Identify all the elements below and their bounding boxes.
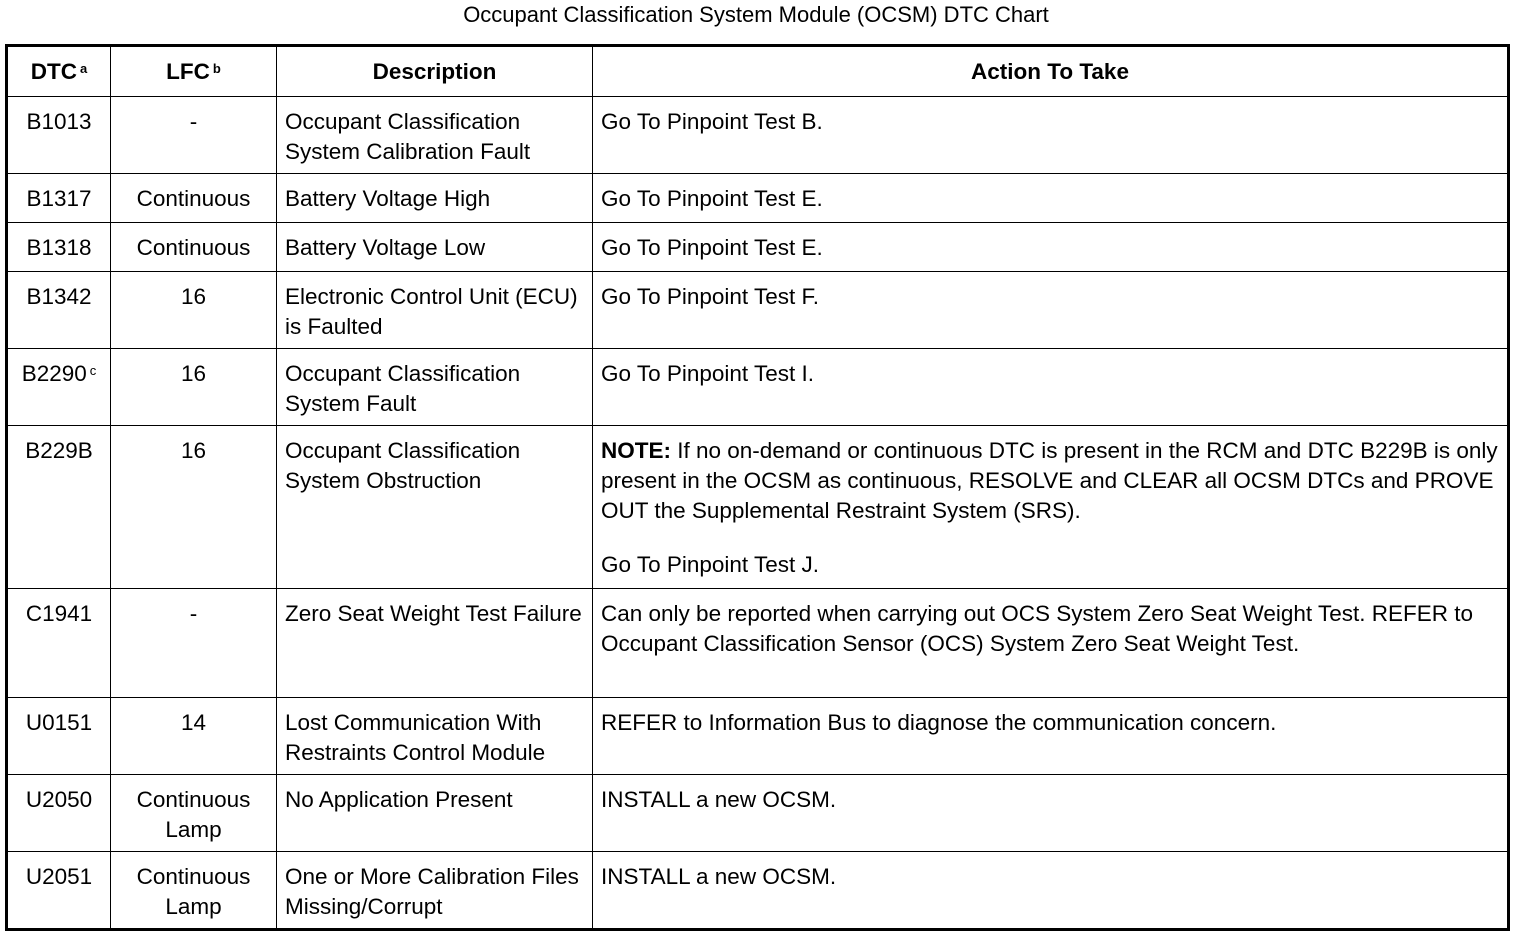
lfc-value: Continuous xyxy=(111,223,277,272)
dtc-code: B1318 xyxy=(7,223,111,272)
dtc-code: B2290 $^c$ xyxy=(7,349,111,426)
dtc-description: Battery Voltage Low xyxy=(277,223,593,272)
dtc-description: Lost Communication With Restraints Control Module xyxy=(277,698,593,775)
table-header-row xyxy=(7,46,1509,97)
action-to-take: Go To Pinpoint Test F. xyxy=(593,272,1509,349)
header-dtc: DTC $^a$ xyxy=(7,46,111,97)
table-row xyxy=(7,589,1509,698)
table-row xyxy=(7,272,1509,349)
table-row xyxy=(7,698,1509,775)
header-action: Action To Take xyxy=(593,46,1509,97)
dtc-code: U2051 xyxy=(7,852,111,930)
dtc-description: Zero Seat Weight Test Failure xyxy=(277,589,593,698)
lfc-value: - xyxy=(111,589,277,698)
dtc-table xyxy=(5,44,1510,931)
dtc-description: Occupant Classification System Obstruction xyxy=(277,426,593,589)
dtc-description: No Application Present xyxy=(277,775,593,852)
header-description: Description xyxy=(277,46,593,97)
lfc-value: 14 xyxy=(111,698,277,775)
lfc-value: 16 xyxy=(111,272,277,349)
table-row xyxy=(7,852,1509,930)
table-row xyxy=(7,426,1509,589)
action-to-take: Go To Pinpoint Test E. xyxy=(593,174,1509,223)
dtc-code: U2050 xyxy=(7,775,111,852)
dtc-description: One or More Calibration Files Missing/Corrupt xyxy=(277,852,593,930)
table-row xyxy=(7,223,1509,272)
dtc-code: B229B xyxy=(7,426,111,589)
lfc-value: Continuous xyxy=(111,174,277,223)
action-to-take: INSTALL a new OCSM. xyxy=(593,775,1509,852)
table-row xyxy=(7,174,1509,223)
dtc-code: C1941 xyxy=(7,589,111,698)
lfc-value: - xyxy=(111,97,277,174)
action-note xyxy=(601,436,1499,526)
dtc-code: B1317 xyxy=(7,174,111,223)
action-to-take: Go To Pinpoint Test B. xyxy=(593,97,1509,174)
footnote-marker: b xyxy=(212,60,221,76)
dtc-description: Battery Voltage High xyxy=(277,174,593,223)
table-row xyxy=(7,349,1509,426)
dtc-description: Occupant Classification System Calibration Fault xyxy=(277,97,593,174)
footnote-marker: a xyxy=(80,60,88,76)
note-text: If no on-demand or continuous DTC is present in the RCM and DTC B229B is only present in the OCSM as continuous, RESOLVE and CLEAR all OCSM DTCs and PROVE OUT the Supplemental Restraint System (SRS). xyxy=(601,438,1498,523)
lfc-value: Continuous Lamp xyxy=(111,852,277,930)
action-to-take: Can only be reported when carrying out OCS System Zero Seat Weight Test. REFER to Occupant Classification Sensor (OCS) System Zero Seat Weight Test. xyxy=(593,589,1509,698)
action-to-take: Go To Pinpoint Test I. xyxy=(593,349,1509,426)
dtc-code: B1342 xyxy=(7,272,111,349)
lfc-value: Continuous Lamp xyxy=(111,775,277,852)
note-label: NOTE: xyxy=(601,438,671,463)
dtc-description: Occupant Classification System Fault xyxy=(277,349,593,426)
dtc-code: B1013 xyxy=(7,97,111,174)
action-step: Go To Pinpoint Test J. xyxy=(601,552,820,577)
action-to-take xyxy=(593,426,1509,589)
table-row xyxy=(7,97,1509,174)
dtc-description: Electronic Control Unit (ECU) is Faulted xyxy=(277,272,593,349)
action-to-take: REFER to Information Bus to diagnose the communication concern. xyxy=(593,698,1509,775)
lfc-value: 16 xyxy=(111,349,277,426)
lfc-value: 16 xyxy=(111,426,277,589)
action-to-take: INSTALL a new OCSM. xyxy=(593,852,1509,930)
footnote-marker: c xyxy=(89,363,97,378)
dtc-code: U0151 xyxy=(7,698,111,775)
header-lfc: LFC $^b$ xyxy=(111,46,277,97)
table-row xyxy=(7,775,1509,852)
action-to-take: Go To Pinpoint Test E. xyxy=(593,223,1509,272)
page-title: Occupant Classification System Module (OCSM) DTC Chart xyxy=(463,2,1049,27)
